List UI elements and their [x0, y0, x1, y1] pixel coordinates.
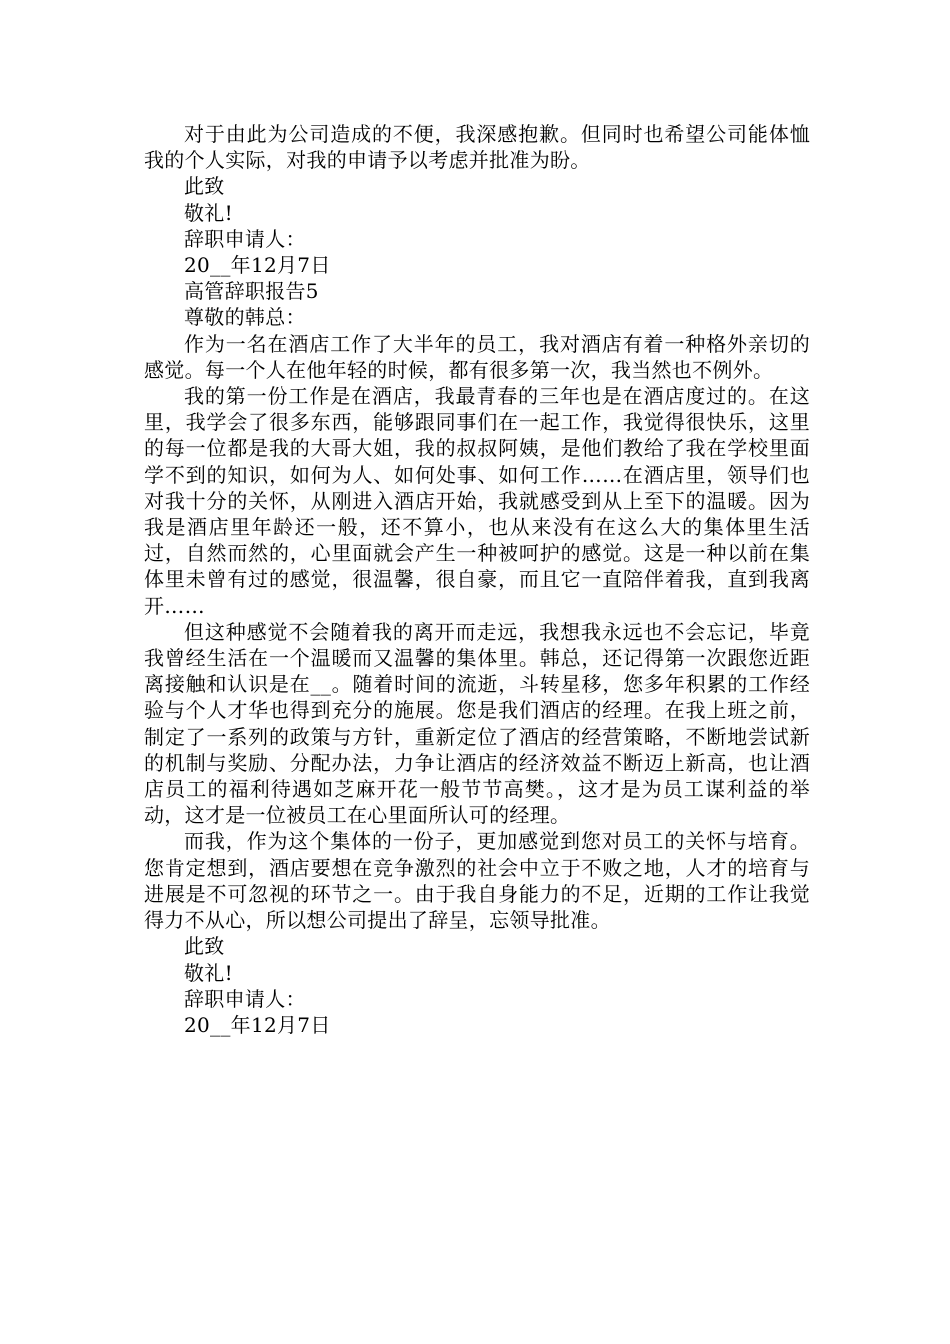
- date-text: 20__年12月7日: [184, 253, 331, 278]
- salutation-text-2: 敬礼!: [184, 960, 233, 985]
- closing-text: 此致: [184, 174, 225, 199]
- apology-paragraph: 对于由此为公司造成的不便，我深感抱歉。但同时也希望公司能体恤我的个人实际，对我的申请予以考虑并批准为盼。: [144, 122, 810, 173]
- body-paragraph-1: 作为一名在酒店工作了大半年的员工，我对酒店有着一种格外亲切的感觉。每一个人在他年轻的时候，都有很多第一次，我当然也不例外。: [144, 331, 810, 382]
- body-paragraph-2: 我的第一份工作是在酒店，我最青春的三年也是在酒店度过的。在这里，我学会了很多东西，能够跟同事们在一起工作，我觉得很快乐，这里的每一位都是我的大哥大姐，我的叔叔阿姨，是他们教给了我在学校里面学不到的知识，如何为人、如何处事、如何工作……在酒店里，领导们也对我十分的关怀，从刚进入酒店开始，我就感受到从上至下的温暖。因为我是酒店里年龄还一般，还不算小，也从来没有在这么大的集体里生活过，自然而然的，心里面就会产生一种被呵护的感觉。这是一种以前在集体里未曾有过的感觉，很温馨，很自豪，而且它一直陪伴着我，直到我离开……: [144, 384, 810, 618]
- signature-label-2: 辞职申请人：: [184, 986, 306, 1011]
- salutation-text: 敬礼!: [184, 200, 233, 225]
- greeting-text: 尊敬的韩总：: [184, 305, 306, 330]
- document-page: [144, 121, 810, 1038]
- body-paragraph-3: 但这种感觉不会随着我的离开而走远，我想我永远也不会忘记，毕竟我曾经生活在一个温暖而又温馨的集体里。韩总，还记得第一次跟您近距离接触和认识是在__。随着时间的流逝，斗转星移，您多年积累的工作经验与个人才华也得到充分的施展。您是我们酒店的经理。在我上班之前，制定了一系列的政策与方针，重新定位了酒店的经营策略，不断地尝试新的机制与奖励、分配办法，力争让酒店的经济效益不断迈上新高，也让酒店员工的福利待遇如芝麻开花一般节节高樊。，这才是为员工谋利益的举动，这才是一位被员工在心里面所认可的经理。: [144, 619, 810, 828]
- signature-label: 辞职申请人：: [184, 226, 306, 251]
- body-paragraph-4: 而我，作为这个集体的一份子，更加感觉到您对员工的关怀与培育。您肯定想到，酒店要想在竞争激烈的社会中立于不败之地，人才的培育与进展是不可忽视的环节之一。由于我自身能力的不足，近期的工作让我觉得力不从心，所以想公司提出了辞呈，忘领导批准。: [144, 829, 810, 933]
- report-title: 高管辞职报告5: [184, 279, 319, 304]
- closing-text-2: 此致: [184, 934, 225, 959]
- date-text-2: 20__年12月7日: [184, 1012, 331, 1037]
